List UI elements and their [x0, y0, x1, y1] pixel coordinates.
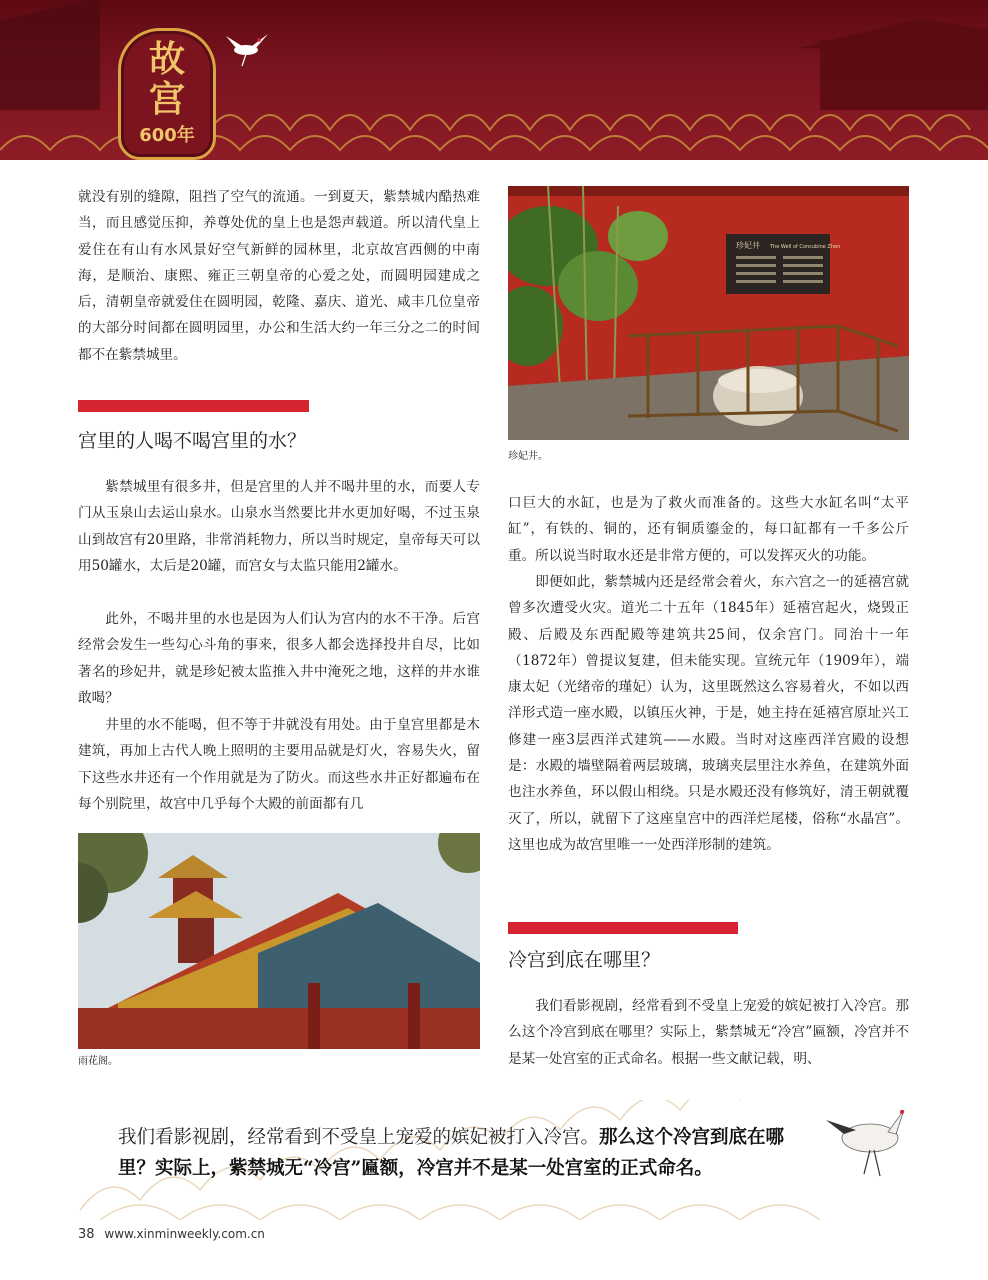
left-paragraph-1: 紫禁城里有很多井，但是宫里的人并不喝井里的水，而要人专门从玉泉山去运山泉水。山泉水当然要比井水更加好喝，不过玉泉山到故宫有20里路，非常消耗物力，所以当时规定，皇帝每天可以用50罐水，太后是20罐，而宫女与太监只能用2罐水。	[78, 479, 480, 574]
pull-quote-normal: 我们看影视剧，经常看到不受皇上宠爱的嫔妃被打入冷宫。	[118, 1127, 600, 1148]
right-paragraph-2: 即便如此，紫禁城内还是经常会着火，东六宫之一的延禧宫就曾多次遭受火灾。道光二十五年（1845年）延禧宫起火，烧毁正殿、后殿及东西配殿等建筑共25间，仅余宫门。同治十一年（1872年）曾提议复建，但未能实现。宣统元年（1909年），端康太妃（光绪帝的瑾妃）认为，这里既然这么容易着火，不如以西洋形式造一座水殿，以镇压火神，于是，她主持在延禧宫原址兴工修建一座3层西洋式建筑——水殿。当时对这座西洋宫殿的设想是：水殿的墙壁隔着两层玻璃，玻璃夹层里注水养鱼，在建筑外面也注水养鱼，环以假山相绕。只是水殿还没有修筑好，清王朝就覆灭了，所以，就留下了这座皇宫中的西洋烂尾楼，俗称“水晶宫”。这里也成为故宫里唯一一处西洋形制的建筑。	[508, 574, 909, 853]
section-1-bar	[78, 400, 309, 412]
website-link[interactable]: www.xinminweekly.com.cn	[104, 1227, 265, 1241]
photo-1-caption: 珍妃井。	[508, 451, 548, 462]
sign-title: 珍妃井	[736, 241, 760, 250]
section-2-title: 冷宫到底在哪里？	[508, 949, 661, 971]
badge-years: 600年	[139, 125, 195, 146]
photo-zhenfei-well	[508, 186, 909, 440]
intro-paragraph: 就没有别的缝隙，阻挡了空气的流通。一到夏天，紫禁城内酷热难当，而且感觉压抑，养尊处优的皇上也是怨声载道。所以清代皇上爱住在有山有水风景好空气新鲜的园林里，北京故宫西侧的中南海，是顺治、康熙、雍正三朝皇帝的心爱之处，而圆明园建成之后，清朝皇帝就爱住在圆明园，乾隆、嘉庆、道光、咸丰几位皇帝的大部分时间都在圆明园里，办公和生活大约一年三分之二的时间都不在紫禁城里。	[78, 189, 480, 363]
right-paragraph-1: 口巨大的水缸，也是为了救火而准备的。这些大水缸名叫“太平缸”，有铁的、铜的，还有铜质鎏金的，每口缸都有一千多公斤重。所以说当时取水还是非常方便的，可以发挥灭火的功能。	[508, 495, 909, 564]
pull-quote-bold: 那么这个冷宫到底在哪里？实际上，紫禁城无“冷宫”匾额，冷宫并不是某一处宫室的正式命名。	[118, 1127, 785, 1179]
badge-char-2: 宫	[148, 78, 185, 120]
section-2-bar	[508, 922, 738, 934]
photo-2-caption: 雨花阁。	[78, 1056, 118, 1067]
crane-icon	[226, 34, 268, 66]
badge-char-1: 故	[148, 38, 185, 80]
left-paragraph-3: 井里的水不能喝，但不等于井就没有用处。由于皇宫里都是木建筑，再加上古代人晚上照明的主要用品就是灯火，容易失火，留下这些水井还有一个作用就是为了防火。而这些水井正好都遍布在每个别院里，故宫中几乎每个大殿的前面都有几	[78, 717, 480, 812]
photo-yuhua-pavilion	[78, 833, 480, 1049]
anniversary-badge	[118, 28, 216, 160]
crane-icon-large	[826, 1110, 904, 1176]
sign-subtitle: The Well of Concubine Zhen	[770, 244, 841, 250]
page-number: 38	[78, 1227, 95, 1242]
left-paragraph-2: 此外，不喝井里的水也是因为人们认为宫内的水不干净。后宫经常会发生一些勾心斗角的事来，很多人都会选择投井自尽，比如著名的珍妃井，就是珍妃被太监推入井中淹死之地，这样的井水谁敢喝？	[78, 611, 480, 706]
header-banner	[0, 0, 988, 160]
pull-quote	[118, 1122, 818, 1184]
page-footer	[78, 1227, 265, 1242]
section-1-title: 宫里的人喝不喝宫里的水？	[78, 430, 307, 452]
right-paragraph-3: 我们看影视剧，经常看到不受皇上宠爱的嫔妃被打入冷宫。那么这个冷宫到底在哪里？实际上，紫禁城无“冷宫”匾额，冷宫并不是某一处宫室的正式命名。根据一些文献记载，明、	[508, 998, 909, 1067]
